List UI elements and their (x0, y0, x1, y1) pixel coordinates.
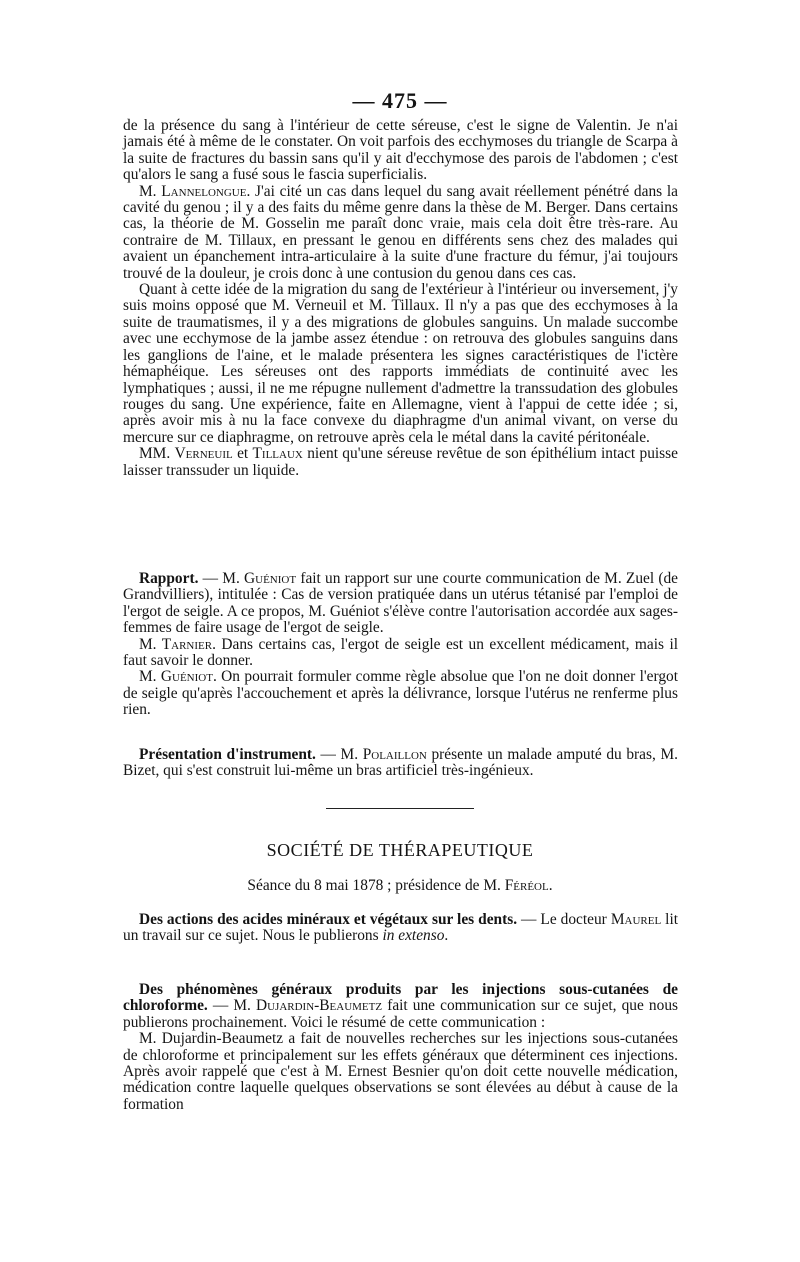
chloroforme-section (123, 982, 678, 1113)
rapport-section (123, 571, 678, 719)
speaker-name: Guéniot (244, 570, 297, 587)
seance-text: . (548, 877, 553, 894)
society-heading: SOCIÉTÉ DE THÉRAPEUTIQUE (266, 840, 534, 860)
president-name: Féréol (504, 877, 549, 894)
paragraph-text: fait une communication sur ce sujet, que nous publierons prochainement. Voici le résumé de cette communication : (123, 997, 679, 1031)
paragraph: de la présence du sang à l'intérieur de cette séreuse, c'est le signe de Valentin. Je n'ai jamais été à même de le constater. On voit parfois des ecchymoses du triangle de Scarpa à la suite de fractures du bassin sans qu'il y ait d'ecchymose des parois de l'abdomen ; c'est qu'alors le sang a fusé sous le fascia superficialis. (123, 117, 678, 184)
discussion-block (123, 118, 678, 479)
paragraph-text: présente un malade amputé du bras, M. Bizet, qui s'est construit lui-même un bras artificiel très-ingénieux. (123, 746, 678, 780)
paragraph (123, 637, 678, 670)
section-title: Des phénomènes généraux produits par les injections sous-cutanées de chloroforme. (123, 981, 678, 1015)
paragraph-text: lit un travail sur ce sujet. Nous le publierons (123, 911, 678, 945)
paragraph (123, 669, 678, 718)
paragraph (123, 446, 678, 479)
seance-line (0, 877, 800, 895)
paragraph (123, 184, 678, 282)
page-number: — 475 — (352, 88, 448, 113)
paragraph: M. Dujardin-Beaumetz a fait de nouvelles recherches sur les injections sous-cutanées de chloroforme et principalement sur les effets généraux que déterminent ces injections. Après avoir rappelé que c'est à M. Ernest Besnier qu'on doit cette nouvelle médication, médication contre laquelle quelques observations se sont élevées au début à cause de la formation (123, 1030, 678, 1113)
paragraph-text: . (444, 927, 449, 945)
acides-section (123, 912, 678, 945)
paragraph-text: Dans certains cas, l'ergot de seigle est un excellent médicament, mais il faut savoir le donner. (123, 635, 679, 670)
speaker-name: Polaillon (362, 746, 427, 763)
presentation-section (123, 747, 678, 780)
speaker-name: Verneuil (174, 445, 233, 463)
paragraph-text: — Le docteur (517, 911, 611, 928)
paragraph: Quant à cette idée de la migration du sang de l'extérieur à l'intérieur ou inversement, j'y suis moins opposé que M. Verneuil et M. Tillaux. Il n'y a pas que des ecchymoses à la suite de traumatismes, il y a des migrations de globules sanguins. Un malade succombe avec une ecchymose de la jambe assez étendue : on retrouva des globules sanguins dans les ganglions de l'aine, et le malade présentera les signes caractéristiques de l'ictère hémaphéique. Les séreuses ont des rapports immédiats de continuité avec les lymphatiques ; aussi, il ne me répugne nullement d'admettre la transsudation des globules rouges du sang. Une expérience, faite en Allemagne, vient à l'appui de cette idée ; si, après avoir mis à nu la face convexe du diaphragme d'un animal vivant, on verse du mercure sur ce diaphragme, on retrouve après cela le métal dans la cavité péritonéale. (123, 281, 678, 446)
section-title: Présentation d'instrument. (139, 746, 316, 763)
paragraph-text: On pourrait formuler comme règle absolue que l'on ne doit donner l'ergot de seigle qu'après l'accouchement et après la délivrance, lorsque l'utérus ne renferme plus rien. (123, 668, 678, 719)
paragraph-text: fait un rapport sur une courte communication de M. Zuel (de Grandvilliers), intitulée : Cas de version pratiquée dans un utérus tétanisé par l'emploi de l'ergot de seigle. A ce propos, M. Guéniot s'élève contre l'autorisation accordée aux sages-femmes de faire usage de l'ergot de seigle. (123, 570, 679, 637)
paragraph-text: — M. (207, 997, 256, 1015)
section-title: Des actions des acides minéraux et végétaux sur les dents. (139, 911, 518, 928)
paragraph (123, 912, 678, 945)
paragraph-text: — M. (315, 746, 363, 763)
paragraph-text: MM. (139, 445, 175, 463)
paragraph (123, 571, 678, 637)
speaker-name: M. Guéniot. (139, 668, 217, 686)
paragraph-text: J'ai cité un cas dans lequel du sang avait réellement pénétré dans la cavité du genou ; il y a des faits du même genre dans la thèse de M. Berger. Dans certains cas, la théorie de M. Gosselin me paraît donc vraie, mais cela doit être très-rare. Au contraire de M. Tillaux, en pressant le genou en différents sens chez des malades qui avaient un épanchement intra-articulaire à la suite d'une fracture du fémur, j'ai toujours trouvé de la douleur, je crois donc à une contusion du genou dans ces cas. (123, 182, 678, 282)
seance-text: Séance du 8 mai 1878 ; présidence de M. (247, 877, 505, 894)
author-name: Dujardin-Beaumetz (255, 997, 383, 1015)
paragraph-text: — M. (198, 570, 245, 587)
speaker-name: M. Tarnier. (139, 635, 216, 653)
paragraph (123, 982, 678, 1031)
paragraph-text: nient qu'une séreuse revêtue de son épithélium intact puisse laisser transsuder un liquide. (123, 445, 678, 479)
italic-text: in extenso (382, 927, 445, 945)
paragraph-text: et (232, 445, 253, 463)
speaker-name: Tillaux (252, 445, 303, 463)
section-title: Rapport. (139, 570, 199, 587)
paragraph (123, 747, 678, 780)
speaker-name: M. Lannelongue. (139, 182, 251, 200)
section-divider (326, 808, 474, 809)
author-name: Maurel (610, 911, 662, 928)
